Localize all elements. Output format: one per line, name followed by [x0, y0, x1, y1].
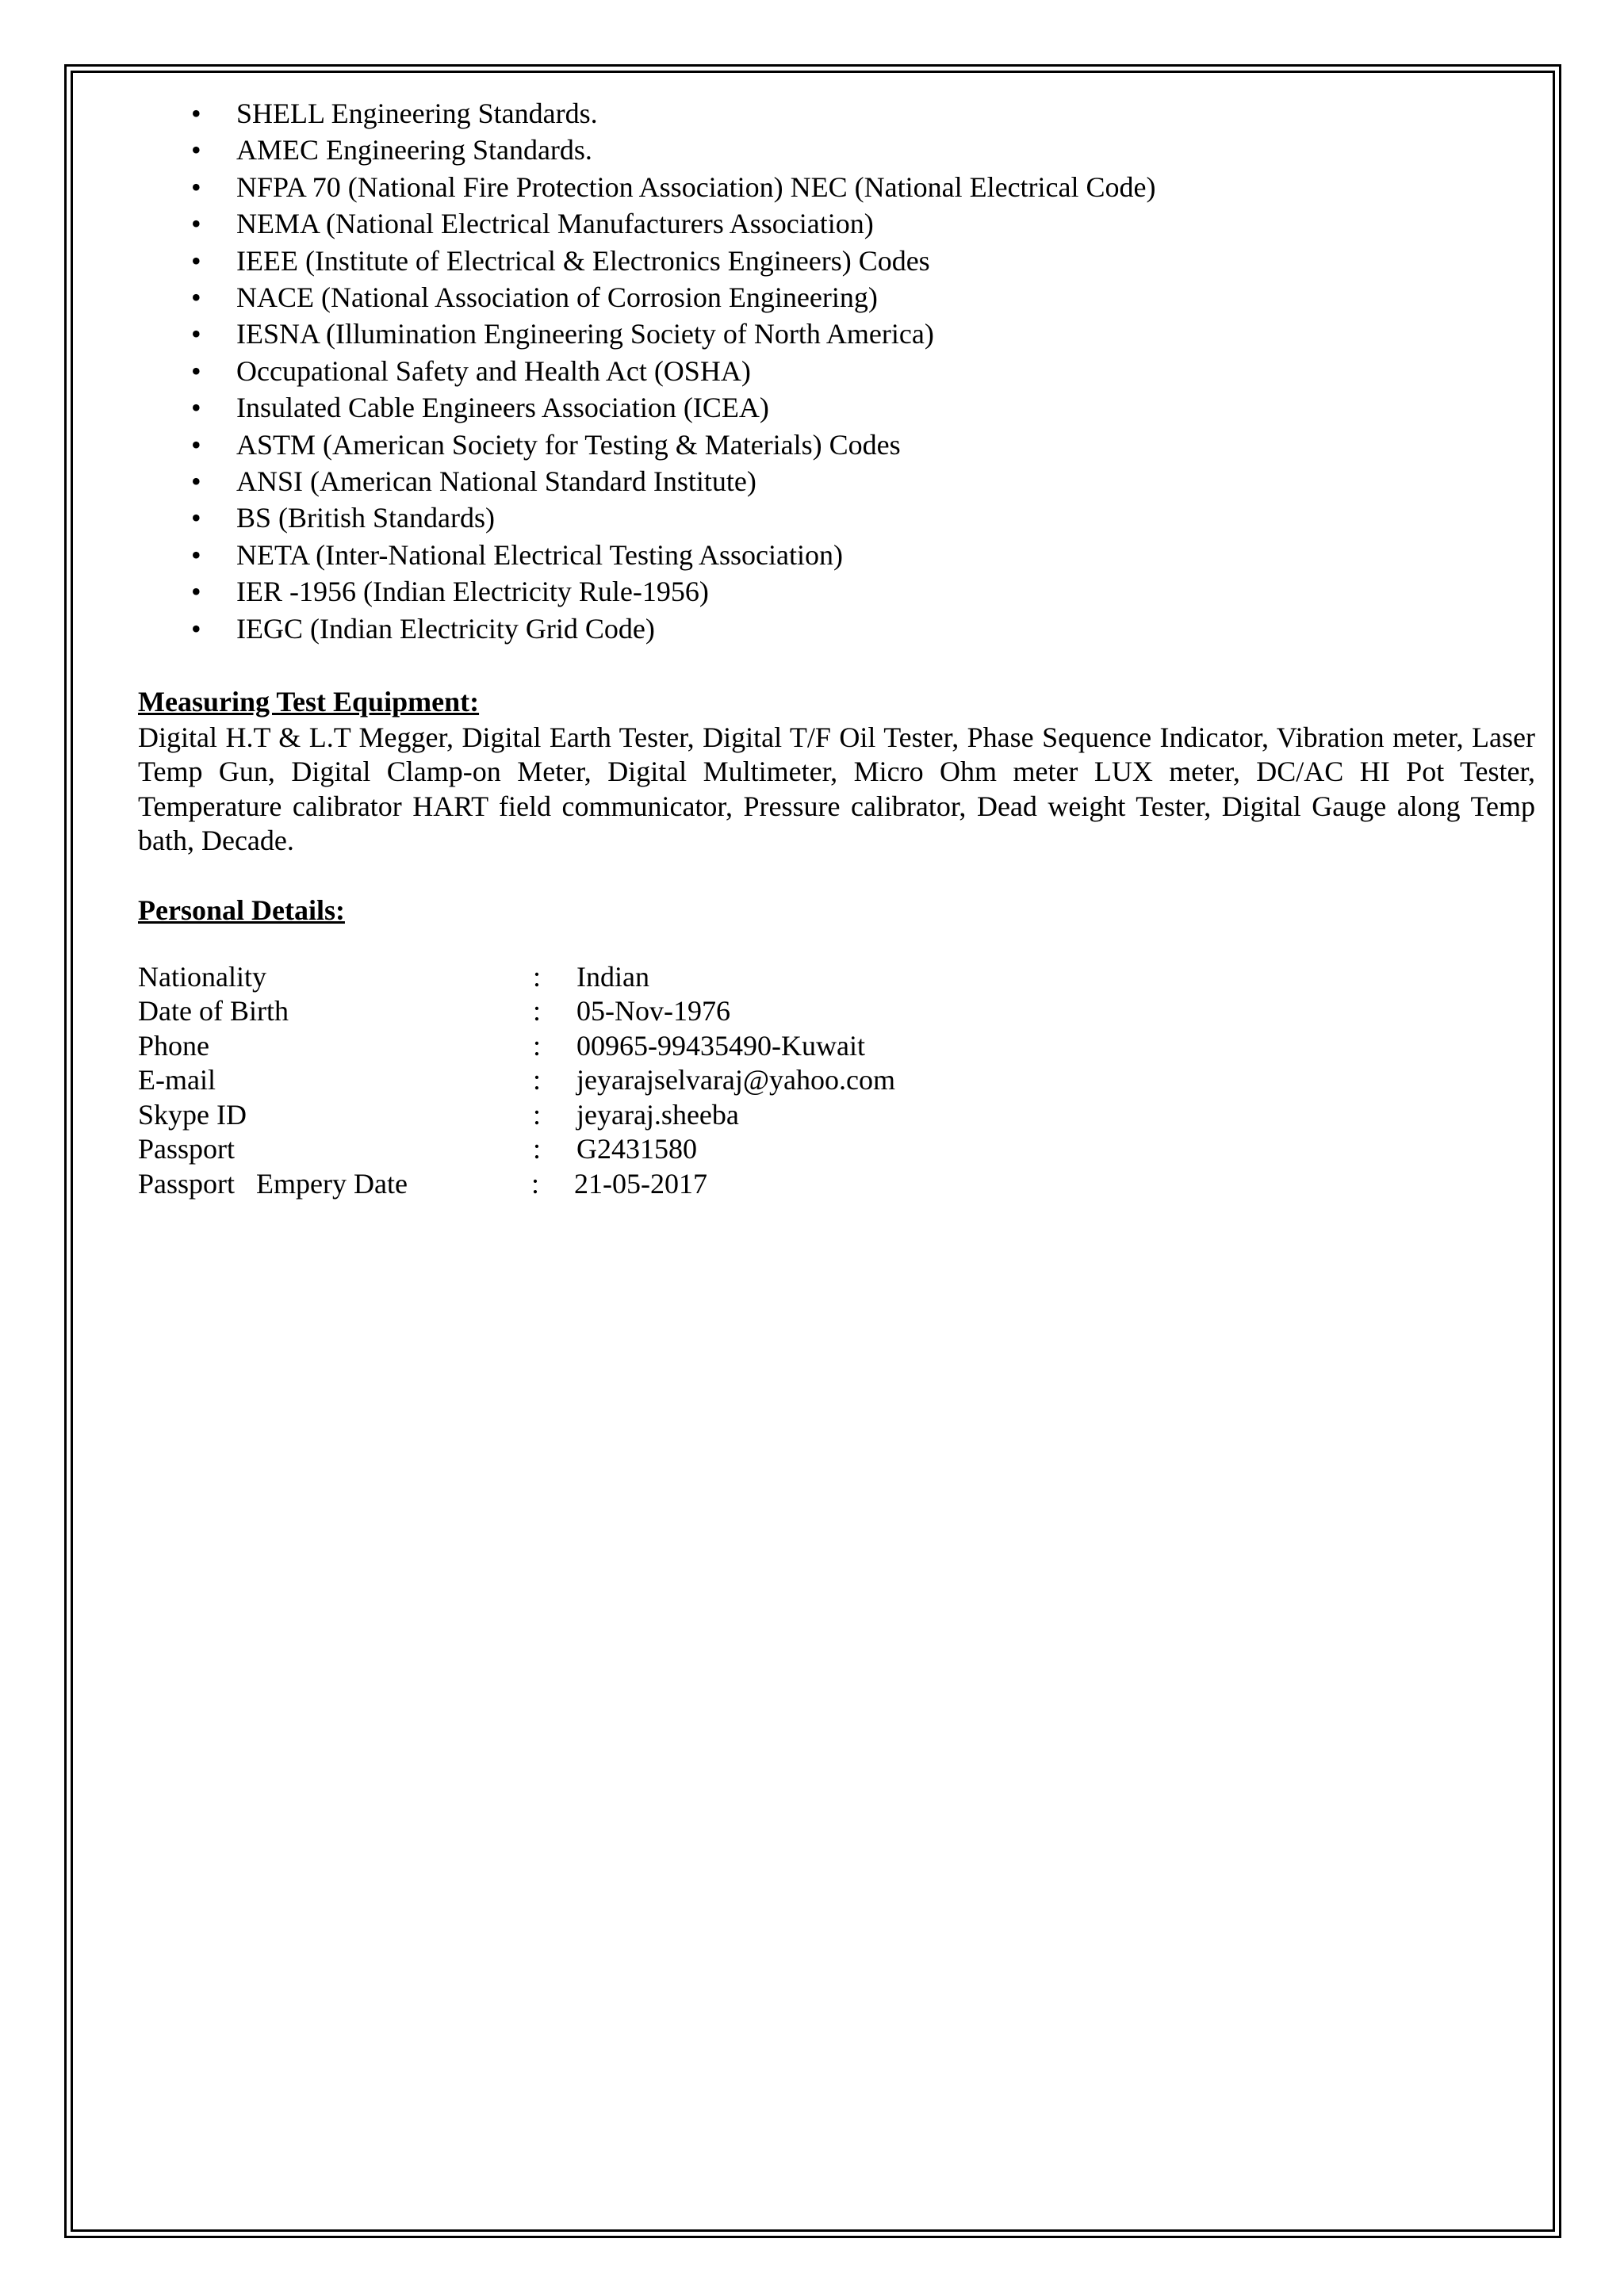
list-item: • ANSI (American National Standard Institute) [138, 463, 1535, 499]
bullet-icon: • [191, 134, 201, 166]
equipment-heading: Measuring Test Equipment: [138, 686, 480, 718]
detail-row-skype-id [138, 1098, 1535, 1133]
equipment-text: Digital H.T & L.T Megger, Digital Earth Tester, Digital T/F Oil Tester, Phase Sequence Indicator, Vibration meter, Laser Temp Gun, Digital Clamp-on Meter, Digital Multimeter, Micro Ohm meter LUX meter, DC/AC HI Pot Tester, Temperature calibrator HART field communicator, Pressure calibrator, Dead weight Tester, Digital Gauge along Temp bath, Decade. [138, 721, 1535, 856]
bullet-icon: • [191, 392, 201, 424]
bullet-icon: • [191, 465, 201, 498]
detail-value: Indian [576, 960, 649, 993]
detail-value: 05-Nov-1976 [576, 995, 730, 1027]
bullet-icon: • [191, 502, 201, 534]
detail-label: Phone [138, 1029, 209, 1062]
detail-value: 00965-99435490-Kuwait [576, 1029, 865, 1062]
detail-separator: : [531, 1167, 540, 1200]
bullet-icon: • [191, 281, 201, 314]
detail-separator: : [533, 960, 542, 993]
list-item: • NFPA 70 (National Fire Protection Association) NEC (National Electrical Code) [138, 169, 1535, 205]
bullet-icon: • [191, 318, 201, 350]
list-item: • IEGC (Indian Electricity Grid Code) [138, 610, 1535, 647]
bullet-icon: • [191, 244, 201, 277]
detail-label: Passport Empery Date [138, 1167, 408, 1200]
personal-details-table [138, 960, 1535, 1202]
bullet-icon: • [191, 354, 201, 387]
detail-row-passport [138, 1132, 1535, 1167]
detail-separator: : [533, 1098, 542, 1131]
list-item: • IER -1956 (Indian Electricity Rule-1956) [138, 573, 1535, 610]
detail-row-email [138, 1063, 1535, 1098]
detail-row-date-of-birth [138, 994, 1535, 1029]
detail-value: 21-05-2017 [574, 1167, 707, 1200]
detail-separator: : [533, 995, 542, 1027]
bullet-icon: • [191, 208, 201, 240]
detail-label: Date of Birth [138, 995, 289, 1027]
bullet-icon: • [191, 576, 201, 608]
detail-value: jeyaraj.sheeba [576, 1098, 739, 1131]
bullet-icon: • [191, 538, 201, 571]
standards-list [138, 95, 1535, 647]
detail-separator: : [533, 1064, 542, 1096]
page-content [138, 95, 1535, 1201]
detail-label: Nationality [138, 960, 266, 993]
list-item: • NEMA (National Electrical Manufacturers Association) [138, 205, 1535, 242]
detail-label: Passport [138, 1133, 236, 1165]
detail-row-nationality [138, 960, 1535, 995]
list-item: • NACE (National Association of Corrosion Engineering) [138, 279, 1535, 316]
bullet-icon: • [191, 98, 201, 129]
bullet-icon: • [191, 428, 201, 461]
list-item: • Insulated Cable Engineers Association (ICEA) [138, 389, 1535, 426]
detail-label: Skype ID [138, 1098, 247, 1131]
list-item: • NETA (Inter-National Electrical Testing Association) [138, 537, 1535, 573]
list-item: • ASTM (American Society for Testing & Materials) Codes [138, 427, 1535, 463]
list-item: • SHELL Engineering Standards. [138, 95, 1535, 132]
bullet-icon: • [191, 170, 201, 203]
personal-details-heading: Personal Details: [138, 894, 345, 926]
detail-label: E-mail [138, 1064, 216, 1096]
detail-row-passport-expiry [138, 1167, 1535, 1202]
detail-separator: : [533, 1133, 542, 1165]
detail-separator: : [533, 1029, 542, 1062]
list-item: • BS (British Standards) [138, 499, 1535, 536]
list-item: • AMEC Engineering Standards. [138, 132, 1535, 168]
detail-value: G2431580 [576, 1133, 697, 1165]
list-item: • IESNA (Illumination Engineering Society of North America) [138, 316, 1535, 352]
bullet-icon: • [191, 612, 201, 645]
detail-row-phone [138, 1029, 1535, 1064]
list-item: • IEEE (Institute of Electrical & Electronics Engineers) Codes [138, 243, 1535, 279]
list-item: • Occupational Safety and Health Act (OSHA) [138, 353, 1535, 389]
detail-value: jeyarajselvaraj@yahoo.com [576, 1064, 895, 1096]
